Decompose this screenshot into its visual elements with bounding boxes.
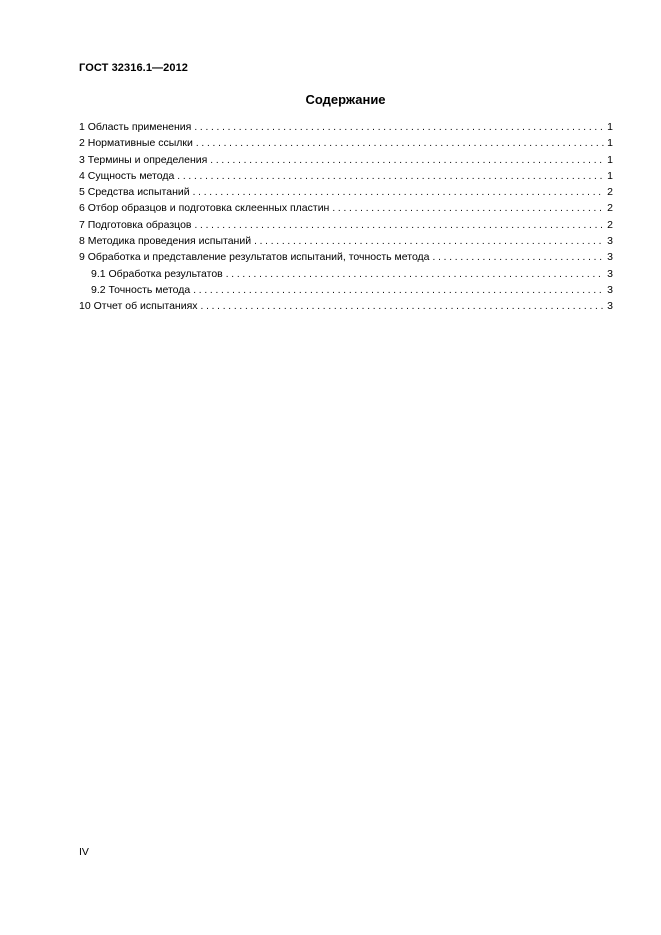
toc-leader-dots [226,267,604,283]
toc-leader-dots [254,234,604,250]
toc-entry-page: 3 [607,267,613,280]
toc-entry[interactable] [79,168,613,184]
toc-entry[interactable] [79,217,613,233]
toc-leader-dots [332,201,604,217]
toc-entry-label: 6 Отбор образцов и подготовка склеенных пластин [79,202,330,215]
toc-entry-page: 2 [607,202,613,215]
toc-entry-page: 1 [607,153,613,166]
toc-entry[interactable] [79,184,613,200]
toc-entry-label: 1 Область применения [79,121,192,133]
toc-entry[interactable] [79,119,613,135]
toc-entry-page: 1 [607,137,613,150]
toc-entry-label: 10 Отчет об испытаниях [79,300,198,313]
toc-leader-dots [201,299,604,315]
toc-leader-dots [433,250,604,266]
toc-entry[interactable] [79,249,613,265]
toc-leader-dots [196,136,604,152]
toc-entry-page: 2 [607,186,613,199]
toc-entry-label: 9.1 Обработка результатов [91,267,223,280]
toc-entry-page: 1 [607,121,613,133]
toc-entry-label: 4 Сущность метода [79,169,175,182]
toc-entry-label: 3 Термины и определения [79,153,208,166]
toc-entry-page: 3 [607,283,613,296]
toc-entry-label: 2 Нормативные ссылки [79,137,193,150]
toc-leader-dots [193,185,604,201]
toc-leader-dots [193,283,604,299]
toc-entry-label: 7 Подготовка образцов [79,218,192,231]
document-header: ГОСТ 32316.1—2012 [79,62,189,74]
page-title: Содержание [305,92,386,107]
toc-leader-dots [194,218,604,234]
toc-entry-page: 3 [607,300,613,313]
toc-leader-dots [210,153,604,169]
toc-entry[interactable] [79,233,613,249]
toc-entry-page: 3 [607,251,613,264]
toc-entry[interactable] [79,298,613,314]
toc-entry-label: 5 Средства испытаний [79,186,190,199]
table-of-contents [79,119,613,315]
toc-entry[interactable] [79,152,613,168]
toc-entry-page: 1 [607,169,613,182]
toc-leader-dots [177,169,604,185]
toc-entry-page: 2 [607,218,613,231]
toc-subentry[interactable] [79,282,613,298]
page-number: IV [79,846,89,858]
toc-entry[interactable] [79,200,613,216]
toc-entry-label: 8 Методика проведения испытаний [79,235,252,248]
toc-leader-dots [194,120,604,136]
toc-entry[interactable] [79,135,613,151]
toc-entry-label: 9.2 Точность метода [91,283,191,296]
toc-entry-label: 9 Обработка и представление результатов испытаний, точность метода [79,251,430,264]
toc-subentry[interactable] [79,266,613,282]
toc-entry-page: 3 [607,235,613,248]
